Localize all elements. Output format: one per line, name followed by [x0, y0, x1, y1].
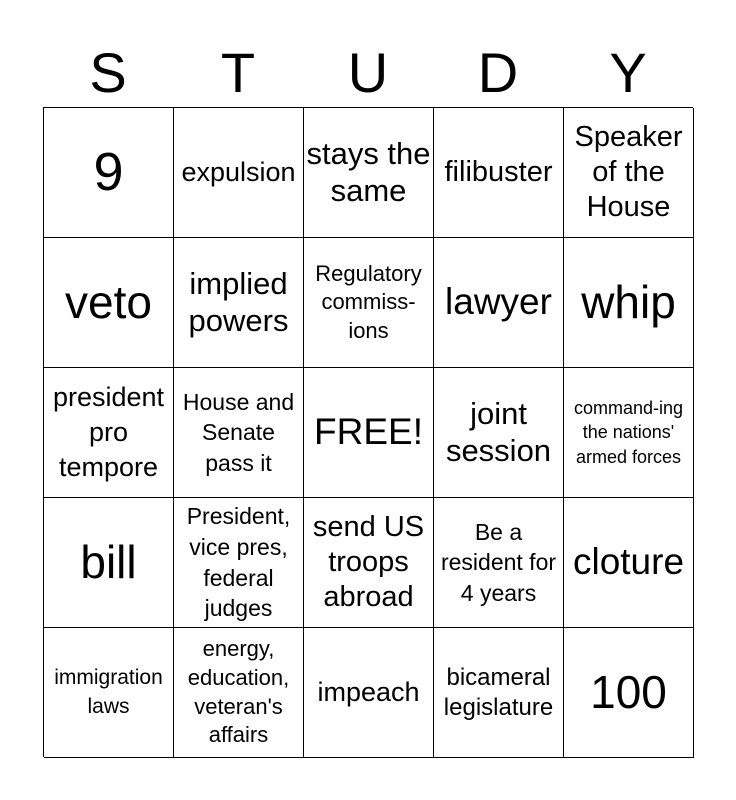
cell-text: filibuster: [444, 156, 553, 189]
cell-text: immigration laws: [54, 666, 163, 718]
bingo-cell[interactable]: [44, 628, 174, 758]
cell-text: expulsion: [181, 156, 296, 187]
bingo-cell[interactable]: [564, 628, 694, 758]
cell-text: implied powers: [188, 265, 289, 338]
cell-text: stays the same: [306, 135, 431, 208]
cell-text: bicameral legislature: [443, 663, 554, 721]
cell-text: 9: [93, 141, 124, 202]
cell-text: House and Senate pass it: [182, 388, 295, 476]
bingo-cell[interactable]: [44, 368, 174, 498]
bingo-cell[interactable]: [434, 368, 564, 498]
bingo-cell[interactable]: [174, 108, 304, 238]
bingo-cell[interactable]: [434, 498, 564, 628]
bingo-cell[interactable]: [564, 108, 694, 238]
bingo-cell[interactable]: [434, 108, 564, 238]
header-letter-s: S: [89, 41, 127, 104]
bingo-cell[interactable]: [304, 498, 434, 628]
bingo-cell[interactable]: [174, 238, 304, 368]
bingo-cell[interactable]: [174, 628, 304, 758]
cell-text: impeach: [317, 676, 420, 707]
cell-text: FREE!: [314, 411, 423, 453]
cell-text: Be a resident for 4 years: [440, 518, 557, 606]
bingo-cell[interactable]: [174, 498, 304, 628]
cell-text: Speaker of the House: [574, 121, 683, 223]
bingo-board: [43, 107, 693, 757]
cell-text: bill: [80, 536, 137, 589]
cell-text: whip: [581, 276, 676, 329]
bingo-cell[interactable]: [564, 238, 694, 368]
bingo-cell[interactable]: [304, 108, 434, 238]
bingo-header: [43, 40, 693, 106]
cell-text: send US troops abroad: [312, 511, 425, 613]
cell-text: energy, education, veteran's affairs: [187, 636, 290, 748]
cell-text: joint session: [445, 395, 552, 468]
bingo-cell[interactable]: [44, 498, 174, 628]
bingo-cell[interactable]: [304, 628, 434, 758]
cell-text: lawyer: [445, 281, 552, 323]
header-letter-d: D: [477, 41, 519, 104]
bingo-cell[interactable]: [174, 368, 304, 498]
bingo-cell[interactable]: [434, 628, 564, 758]
bingo-cell[interactable]: [304, 368, 434, 498]
bingo-cell[interactable]: [44, 108, 174, 238]
cell-text: Regulatory commiss-ions: [315, 260, 422, 343]
bingo-cell[interactable]: [564, 498, 694, 628]
cell-text: command-ing the nations' armed forces: [573, 398, 684, 467]
cell-text: president pro tempore: [52, 381, 165, 483]
cell-text: veto: [65, 276, 152, 329]
cell-text: 100: [590, 666, 667, 719]
header-letter-y: Y: [609, 41, 647, 104]
cell-text: President, vice pres, federal judges: [186, 503, 291, 622]
header-letter-u: U: [347, 41, 389, 104]
bingo-cell[interactable]: [304, 238, 434, 368]
bingo-cell[interactable]: [434, 238, 564, 368]
bingo-cell[interactable]: [564, 368, 694, 498]
bingo-cell[interactable]: [44, 238, 174, 368]
header-letter-t: T: [220, 41, 256, 104]
cell-text: cloture: [572, 541, 685, 583]
